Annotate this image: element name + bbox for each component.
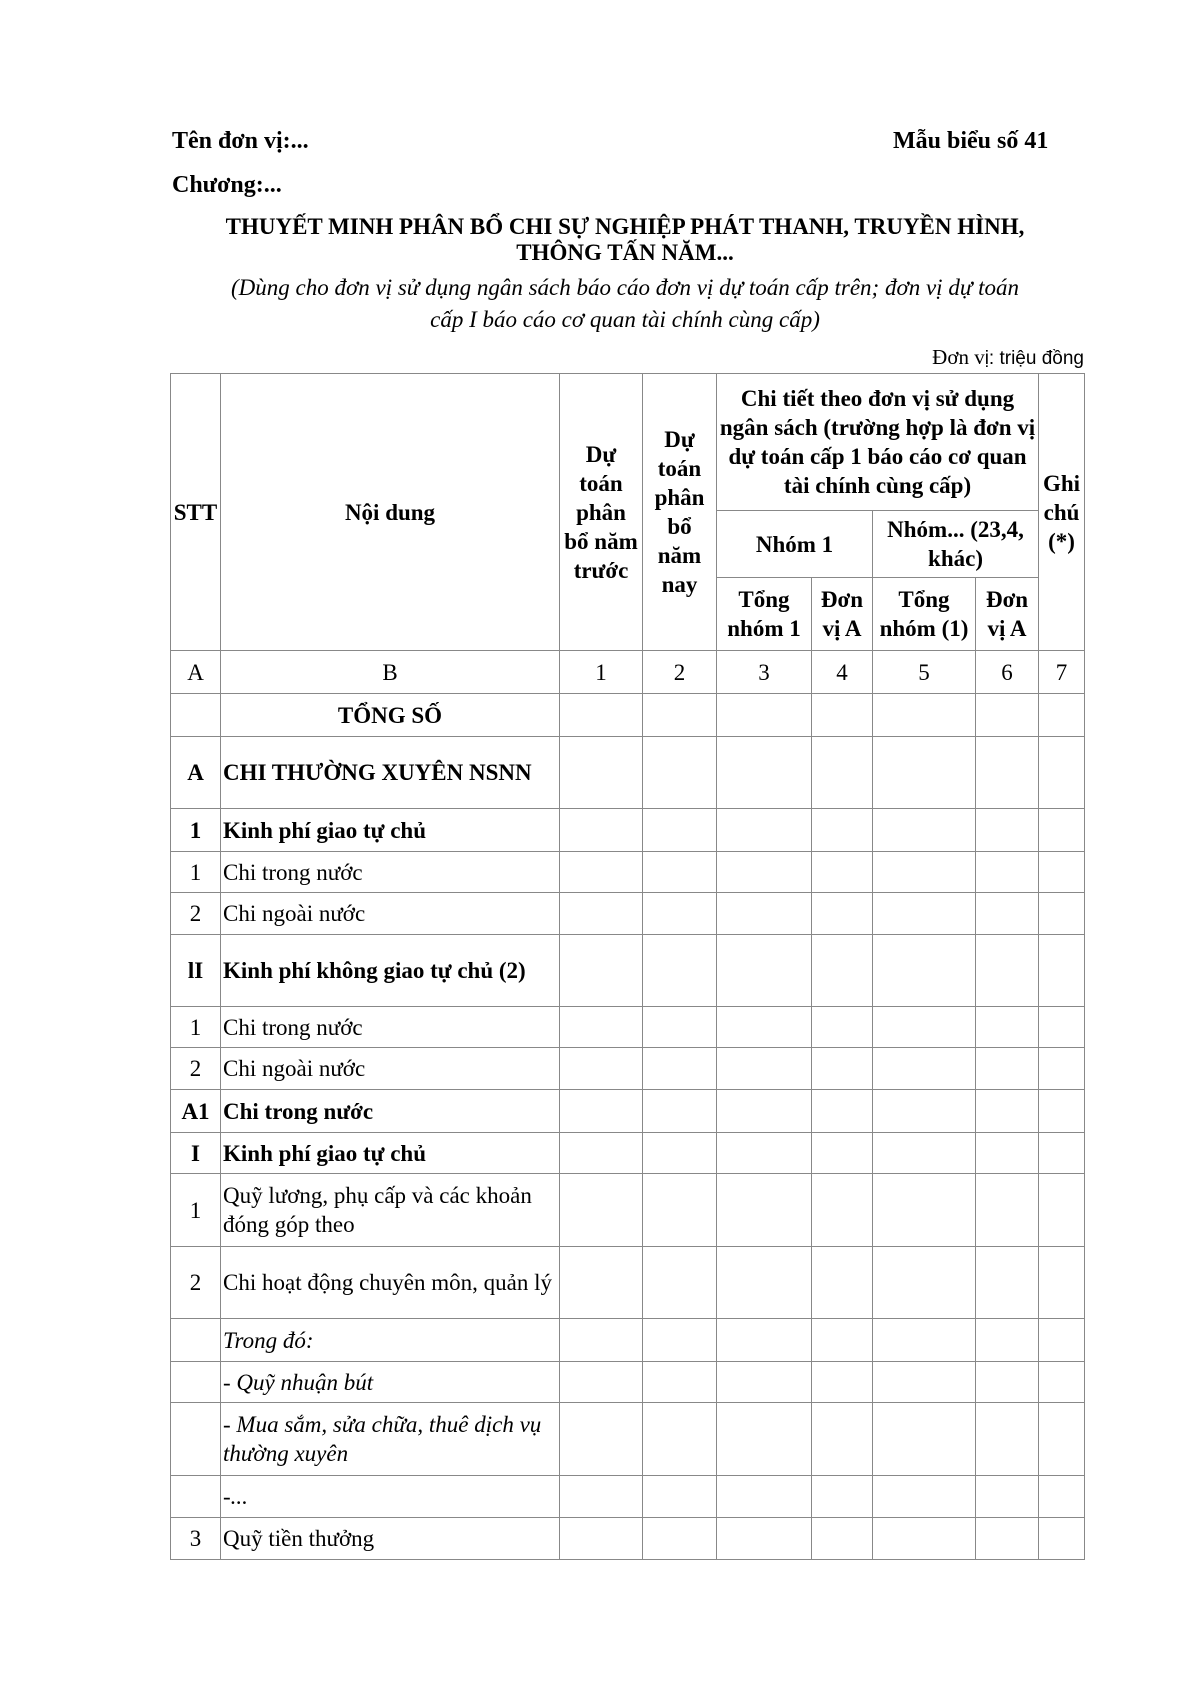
value-cell [1039,1403,1085,1476]
value-cell [717,1133,812,1174]
value-cell [717,737,812,809]
value-cell [976,737,1039,809]
value-cell [873,1319,976,1362]
index-cell: B [221,651,560,694]
table-row [171,893,1085,935]
row-content: Chi trong nước [221,852,560,893]
value-cell [560,1174,643,1247]
table-row [171,1090,1085,1133]
index-cell: 6 [976,651,1039,694]
col-head-content: Nội dung [221,374,560,651]
row-content: Kinh phí giao tự chủ [221,1133,560,1174]
allocation-table [170,373,1085,1560]
value-cell [717,1362,812,1403]
table-row [171,1403,1085,1476]
row-stt: 2 [171,1247,221,1319]
row-stt [171,1403,221,1476]
value-cell [560,1518,643,1560]
table-row [171,852,1085,893]
value-cell [643,1247,717,1319]
value-cell [873,852,976,893]
value-cell [873,1090,976,1133]
value-cell [1039,1518,1085,1560]
value-cell [812,1319,873,1362]
col-head-unit-a-2: Đơn vị A [976,578,1039,651]
value-cell [976,935,1039,1007]
index-cell: A [171,651,221,694]
row-stt: 1 [171,852,221,893]
unit-name-label: Tên đơn vị:... [172,128,309,154]
value-cell [1039,1133,1085,1174]
value-cell [812,935,873,1007]
value-cell [873,1174,976,1247]
value-cell [976,1319,1039,1362]
table-body [171,694,1085,1560]
value-cell [1039,852,1085,893]
row-stt: 1 [171,1007,221,1048]
value-cell [717,694,812,737]
index-cell: 1 [560,651,643,694]
row-stt: 1 [171,809,221,852]
form-number-label: Mẫu biểu số 41 [893,128,1049,154]
value-cell [812,1247,873,1319]
table-row [171,1007,1085,1048]
value-cell [560,893,643,935]
value-cell [873,1362,976,1403]
value-cell [717,852,812,893]
value-cell [1039,694,1085,737]
value-cell [643,935,717,1007]
value-cell [560,1090,643,1133]
value-cell [560,1362,643,1403]
row-stt: lI [171,935,221,1007]
value-cell [812,1403,873,1476]
row-content: - Quỹ nhuận bút [221,1362,560,1403]
table-row [171,1476,1085,1518]
value-cell [643,1090,717,1133]
value-cell [873,737,976,809]
value-cell [643,1319,717,1362]
value-cell [976,809,1039,852]
value-cell [643,1133,717,1174]
value-cell [717,809,812,852]
value-cell [976,1518,1039,1560]
value-cell [717,1007,812,1048]
chapter-label: Chương:... [172,172,282,198]
index-cell: 2 [643,651,717,694]
value-cell [717,1247,812,1319]
subtitle-line-1: (Dùng cho đơn vị sử dụng ngân sách báo cáo đơn vị dự toán cấp trên; đơn vị dự toán [231,275,1019,300]
row-content: Kinh phí giao tự chủ [221,809,560,852]
table-row [171,1174,1085,1247]
value-cell [1039,1247,1085,1319]
value-cell [812,1174,873,1247]
value-cell [717,1090,812,1133]
document-subtitle [160,272,1090,336]
value-cell [1039,1319,1085,1362]
row-stt: A [171,737,221,809]
value-cell [560,1403,643,1476]
value-cell [717,1174,812,1247]
value-cell [976,1048,1039,1090]
col-head-this-year: Dự toán phân bổ năm nay [643,374,717,651]
table-row [171,737,1085,809]
value-cell [717,1319,812,1362]
value-cell [1039,935,1085,1007]
value-cell [560,1007,643,1048]
row-content: Chi ngoài nước [221,1048,560,1090]
col-head-group-1: Nhóm 1 [717,511,873,578]
value-cell [643,1174,717,1247]
col-head-prev-year: Dự toán phân bổ năm trước [560,374,643,651]
value-cell [812,1518,873,1560]
row-content: Chi trong nước [221,1090,560,1133]
title-line-2: THÔNG TẤN NĂM... [516,240,734,265]
value-cell [873,1048,976,1090]
value-cell [812,893,873,935]
value-cell [976,694,1039,737]
col-head-note: Ghi chú (*) [1039,374,1085,651]
value-cell [812,809,873,852]
value-cell [717,1518,812,1560]
value-cell [812,1048,873,1090]
value-cell [873,935,976,1007]
value-cell [1039,737,1085,809]
index-cell: 7 [1039,651,1085,694]
value-cell [643,737,717,809]
value-cell [1039,1007,1085,1048]
value-cell [812,737,873,809]
value-cell [560,1048,643,1090]
value-cell [976,1174,1039,1247]
row-stt: 1 [171,1174,221,1247]
value-cell [643,893,717,935]
col-head-total-group-1: Tổng nhóm 1 [717,578,812,651]
value-cell [717,893,812,935]
value-cell [643,1518,717,1560]
value-cell [873,1403,976,1476]
row-content: -... [221,1476,560,1518]
table-row [171,1362,1085,1403]
value-cell [976,1090,1039,1133]
table-row [171,809,1085,852]
value-cell [873,694,976,737]
row-content: CHI THƯỜNG XUYÊN NSNN [221,737,560,809]
value-cell [1039,1476,1085,1518]
value-cell [976,1007,1039,1048]
value-cell [560,694,643,737]
row-stt: I [171,1133,221,1174]
value-cell [717,1403,812,1476]
index-cell: 3 [717,651,812,694]
value-cell [976,1403,1039,1476]
unit-label-part-b: ị: triệu đồng [984,348,1084,369]
value-cell [812,852,873,893]
table-row [171,935,1085,1007]
value-cell [1039,893,1085,935]
value-cell [873,1518,976,1560]
unit-label-part-a: Đơn v [932,345,985,369]
value-cell [643,1476,717,1518]
value-cell [717,935,812,1007]
value-cell [1039,1362,1085,1403]
value-cell [643,1403,717,1476]
value-cell [717,1048,812,1090]
value-cell [643,694,717,737]
value-cell [560,935,643,1007]
row-stt: A1 [171,1090,221,1133]
value-cell [643,1007,717,1048]
row-content: Quỹ lương, phụ cấp và các khoản đóng góp theo [221,1174,560,1247]
row-content: Chi hoạt động chuyên môn, quản lý [221,1247,560,1319]
value-cell [873,1007,976,1048]
table-row [171,1319,1085,1362]
value-cell [560,1476,643,1518]
title-line-1: THUYẾT MINH PHÂN BỔ CHI SỰ NGHIỆP PHÁT THANH, TRUYỀN HÌNH, [225,214,1025,239]
row-stt [171,1319,221,1362]
value-cell [643,1048,717,1090]
value-cell [560,852,643,893]
value-cell [976,1133,1039,1174]
col-head-total-group-n: Tổng nhóm (1) [873,578,976,651]
value-cell [873,1133,976,1174]
value-cell [560,809,643,852]
value-cell [643,809,717,852]
value-cell [976,1476,1039,1518]
row-stt: 3 [171,1518,221,1560]
value-cell [560,737,643,809]
value-cell [717,1476,812,1518]
row-content: Chi ngoài nước [221,893,560,935]
col-head-detail: Chi tiết theo đơn vị sử dụng ngân sách (trường hợp là đơn vị dự toán cấp 1 báo cáo cơ quan tài chính cùng cấp) [717,374,1039,511]
row-content: TỔNG SỐ [221,694,560,737]
value-cell [560,1247,643,1319]
index-cell: 5 [873,651,976,694]
table-row [171,1133,1085,1174]
value-cell [1039,809,1085,852]
value-cell [643,1362,717,1403]
table-head [171,374,1085,694]
index-cell: 4 [812,651,873,694]
value-cell [560,1319,643,1362]
document-title [160,214,1090,266]
subtitle-line-2: cấp I báo cáo cơ quan tài chính cùng cấp) [430,307,820,332]
value-cell [643,852,717,893]
value-cell [976,1247,1039,1319]
value-cell [812,1090,873,1133]
col-head-stt: STT [171,374,221,651]
row-content: Trong đó: [221,1319,560,1362]
value-cell [873,1476,976,1518]
row-stt: 2 [171,1048,221,1090]
value-cell [976,893,1039,935]
index-row [171,651,1085,694]
table-row [171,1518,1085,1560]
value-cell [1039,1048,1085,1090]
row-stt [171,694,221,737]
table-row [171,694,1085,737]
value-cell [1039,1174,1085,1247]
value-cell [812,1007,873,1048]
value-cell [873,893,976,935]
value-cell [1039,1090,1085,1133]
table-row [171,1247,1085,1319]
value-cell [976,852,1039,893]
row-content: Chi trong nước [221,1007,560,1048]
value-cell [812,1133,873,1174]
table-row [171,1048,1085,1090]
value-cell [873,1247,976,1319]
col-head-unit-a-1: Đơn vị A [812,578,873,651]
row-stt [171,1362,221,1403]
row-stt [171,1476,221,1518]
value-cell [976,1362,1039,1403]
value-cell [812,1476,873,1518]
value-cell [560,1133,643,1174]
row-content: Kinh phí không giao tự chủ (2) [221,935,560,1007]
currency-unit-label [932,345,1084,370]
row-stt: 2 [171,893,221,935]
value-cell [873,809,976,852]
value-cell [812,1362,873,1403]
col-head-group-other: Nhóm... (23,4, khác) [873,511,1039,578]
row-content: Quỹ tiền thưởng [221,1518,560,1560]
row-content: - Mua sắm, sửa chữa, thuê dịch vụ thường xuyên [221,1403,560,1476]
value-cell [812,694,873,737]
